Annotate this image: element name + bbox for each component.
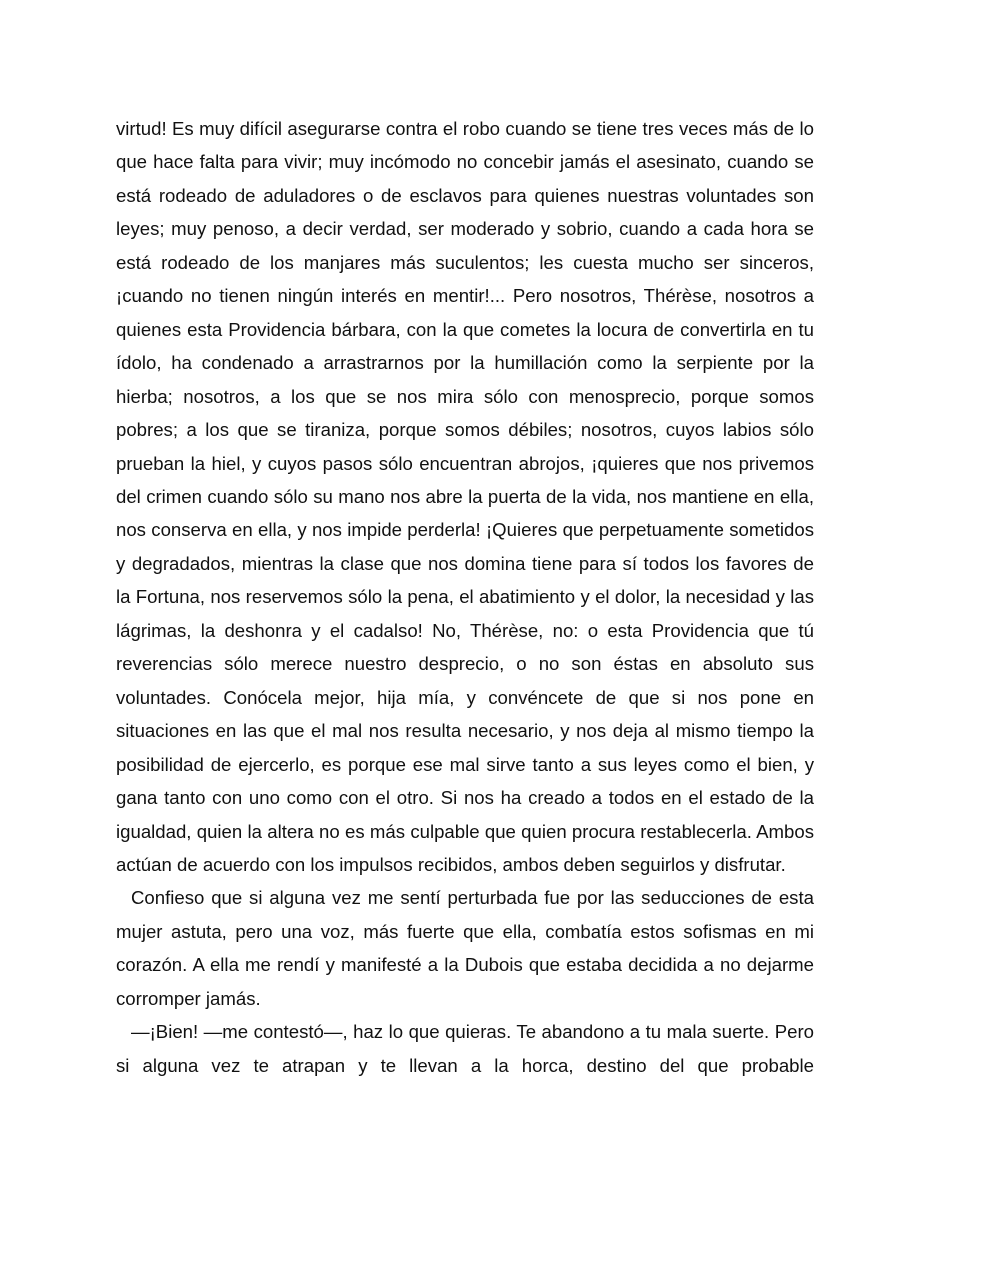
paragraph-continued: virtud! Es muy difícil asegurarse contra el robo cuando se tiene tres veces más de lo que hace falta para vivir; muy incómodo no concebir jamás el asesinato, cuando se está rodeado de aduladores o de esclavos para quienes nuestras voluntades son leyes; muy penoso, a decir verdad, ser moderado y sobrio, cuando a cada hora se está rodeado de los manjares más suculentos; les cuesta mucho ser sinceros, ¡cuando no tienen ningún interés en mentir!... Pero nosotros, Thérèse, nosotros a quienes esta Providencia bárbara, con la que cometes la locura de convertirla en tu ídolo, ha condenado a arrastrarnos por la humillación como la serpiente por la hierba; nosotros, a los que se nos mira sólo con menosprecio, porque somos pobres; a los que se tiraniza, porque somos débiles; nosotros, cuyos labios sólo prueban la hiel, y cuyos pasos sólo encuentran abrojos, ¡quieres que nos privemos del crimen cuando sólo su mano nos abre la puerta de la vida, nos mantiene en ella, nos conserva en ella, y nos impide perderla! ¡Quieres que perpetuamente sometidos y degradados, mientras la clase que nos domina tiene para sí todos los favores de la Fortuna, nos reservemos sólo la pena, el abatimiento y el dolor, la necesidad y las lágrimas, la deshonra y el cadalso! No, Thérèse, no: o esta Providencia que tú reverencias sólo merece nuestro desprecio, o no son éstas en absoluto sus voluntades. Conócela mejor, hija mía, y convéncete de que si nos pone en situaciones en las que el mal nos resulta necesario, y nos deja al mismo tiempo la posibilidad de ejercerlo, es porque ese mal sirve tanto a sus leyes como el bien, y gana tanto con uno como con el otro. Si nos ha creado a todos en el estado de la igualdad, quien la altera no es más culpable que quien procura restablecerla. Ambos actúan de acuerdo con los impulsos recibidos, ambos deben seguirlos y disfrutar.	[116, 118, 814, 875]
paragraph-confession: Confieso que si alguna vez me sentí perturbada fue por las seducciones de esta mujer astuta, pero una voz, más fuerte que ella, combatía estos sofismas en mi corazón. A ella me rendí y manifesté a la Dubois que estaba decidida a no dejarme corromper jamás.	[116, 887, 814, 1009]
paragraph-dialogue: —¡Bien! —me contestó—, haz lo que quieras. Te abandono a tu mala suerte. Pero si alguna vez te atrapan y te llevan a la horca, destino del que probable	[116, 1021, 814, 1076]
document-page	[116, 112, 814, 1082]
